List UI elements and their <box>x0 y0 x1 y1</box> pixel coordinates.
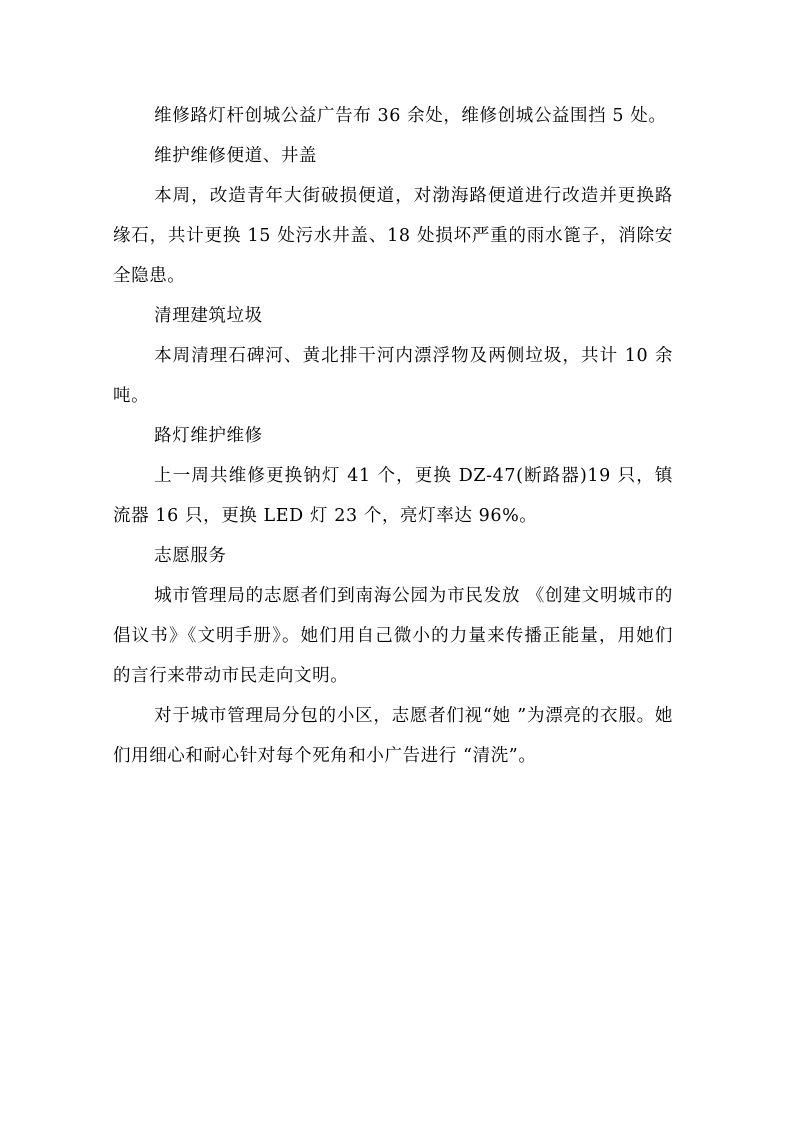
heading-construction-waste: 清理建筑垃圾 <box>154 306 263 326</box>
paragraph-river-cleanup: 本周清理石碑河、黄北排干河内漂浮物及两侧垃圾，共计 10 余吨。 <box>113 346 673 406</box>
document-body <box>113 96 673 776</box>
heading-streetlight-maintenance: 路灯维护维修 <box>154 426 263 446</box>
paragraph-volunteer-park: 城市管理局的志愿者们到南海公园为市民发放 《创建文明城市的倡议书》《文明手册》。她们用自己微小的力量来传播正能量，用她们的言行来带动市民走向文明。 <box>113 586 673 686</box>
paragraph-sidewalk-repair: 本周，改造青年大街破损便道，对渤海路便道进行改造并更换路缘石，共计更换 15 处污水井盖、18 处损坏严重的雨水篦子，消除安全隐患。 <box>113 186 673 286</box>
heading-volunteer-service: 志愿服务 <box>154 546 227 566</box>
heading-sidewalk-manhole: 维护维修便道、井盖 <box>154 146 318 166</box>
paragraph-streetlight-repair: 上一周共维修更换钠灯 41 个，更换 DZ-47(断路器)19 只，镇流器 16 只，更换 LED 灯 23 个，亮灯率达 96%。 <box>113 466 673 526</box>
paragraph-streetlight-ads: 维修路灯杆创城公益广告布 36 余处，维修创城公益围挡 5 处。 <box>154 106 667 126</box>
paragraph-volunteer-community: 对于城市管理局分包的小区，志愿者们视“她 ”为漂亮的衣服。她们用细心和耐心针对每个死角和小广告进行 “清洗”。 <box>113 706 673 766</box>
